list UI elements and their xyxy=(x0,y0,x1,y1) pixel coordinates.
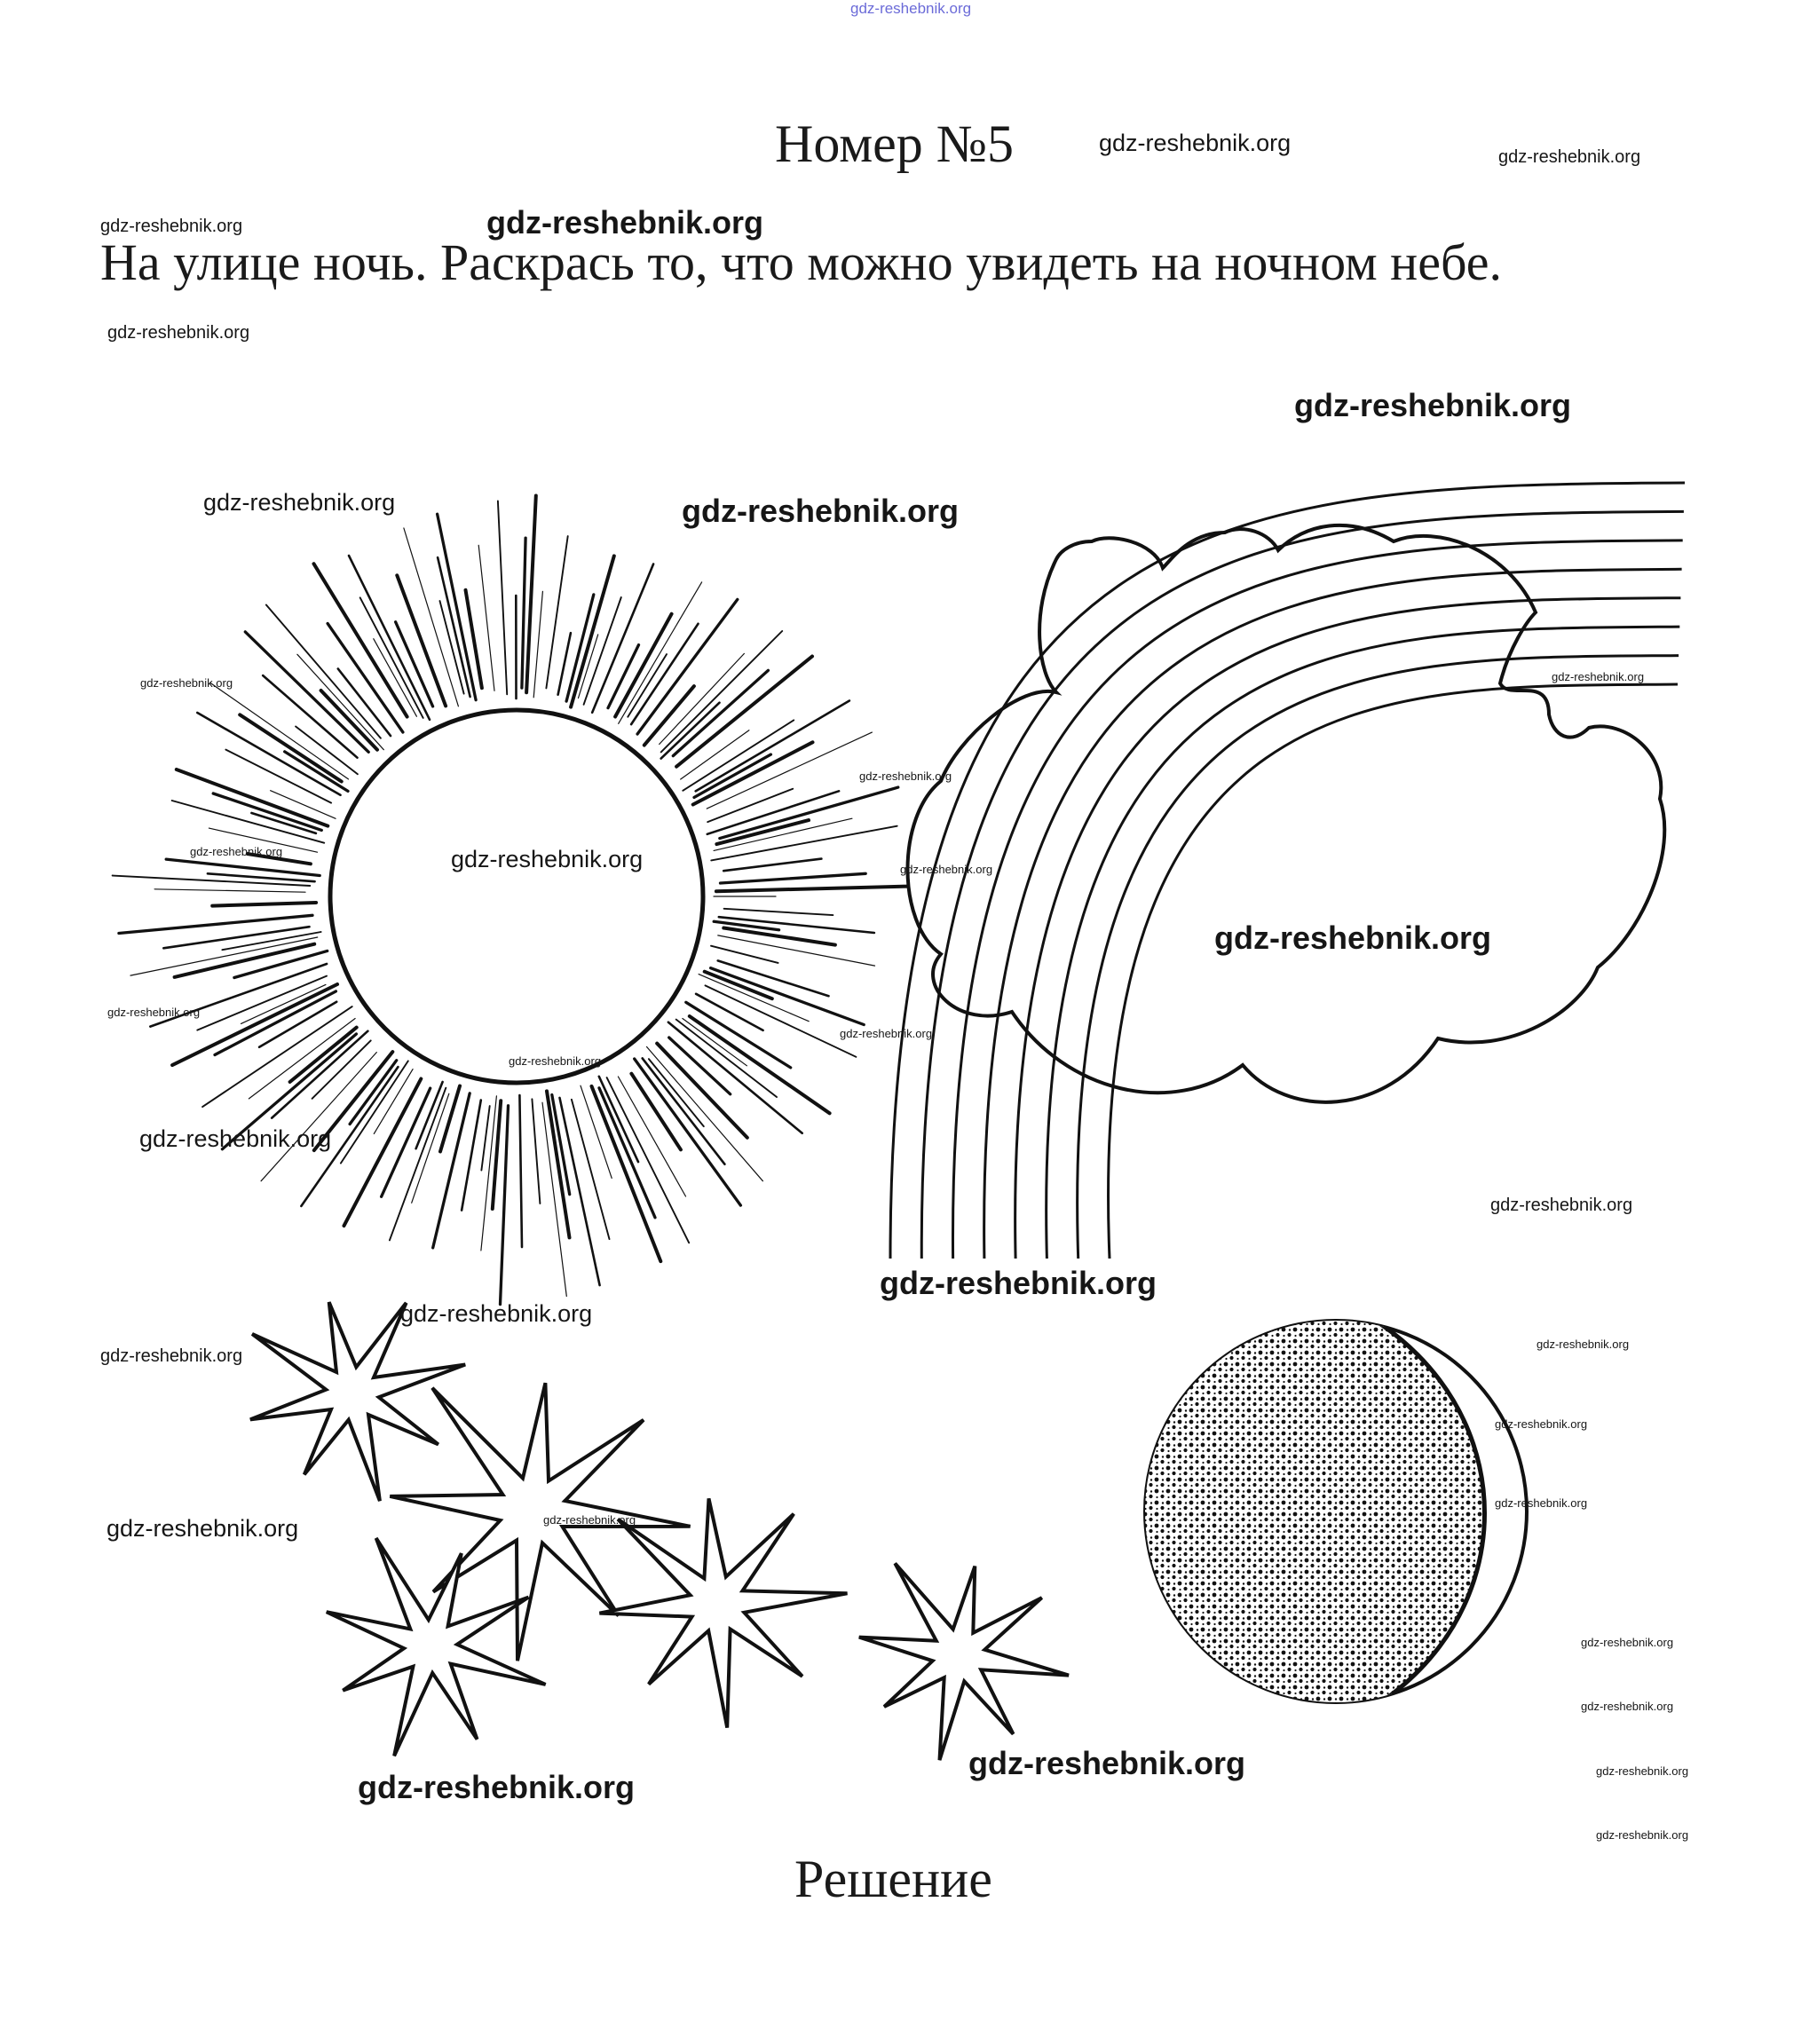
sun-ray xyxy=(272,1031,367,1118)
watermark: gdz-reshebnik.org xyxy=(850,0,972,17)
watermark: gdz-reshebnik.org xyxy=(1214,919,1492,956)
sun-ray xyxy=(271,791,336,819)
sun-ray xyxy=(501,1106,509,1305)
sun-ray xyxy=(532,1099,540,1204)
sun-ray xyxy=(724,909,833,915)
watermark: gdz-reshebnik.org xyxy=(1581,1636,1674,1649)
star xyxy=(859,1563,1069,1760)
watermark: gdz-reshebnik.org xyxy=(1537,1338,1630,1351)
watermark: gdz-reshebnik.org xyxy=(840,1027,933,1040)
watermark: gdz-reshebnik.org xyxy=(1552,670,1645,683)
sun-ray xyxy=(686,1002,791,1068)
sun-ray xyxy=(647,1046,763,1180)
watermark: gdz-reshebnik.org xyxy=(682,493,960,529)
watermark: gdz-reshebnik.org xyxy=(107,1006,201,1019)
watermark: gdz-reshebnik.org xyxy=(968,1745,1246,1781)
sun-ray xyxy=(130,937,318,975)
sun-ray xyxy=(172,984,337,1065)
sun-ray xyxy=(711,968,865,1025)
watermark: gdz-reshebnik.org xyxy=(1099,130,1292,156)
sun-ray xyxy=(723,859,821,872)
watermark: gdz-reshebnik.org xyxy=(203,489,396,516)
sun-ray xyxy=(261,1053,376,1181)
watermark: gdz-reshebnik.org xyxy=(1581,1700,1674,1713)
watermark: gdz-reshebnik.org xyxy=(1596,1764,1689,1778)
sun-ray xyxy=(466,590,482,688)
sun-ray xyxy=(635,1059,741,1205)
sun-ray xyxy=(263,675,357,758)
watermark: gdz-reshebnik.org xyxy=(1498,147,1641,167)
sun-ray xyxy=(285,752,348,792)
star xyxy=(250,1302,465,1501)
watermark: gdz-reshebnik.org xyxy=(107,1515,299,1542)
sun-ray xyxy=(438,557,470,697)
watermark: gdz-reshebnik.org xyxy=(1596,1828,1689,1842)
sun-ray xyxy=(234,951,328,977)
sun-ray xyxy=(661,631,783,752)
star xyxy=(327,1538,546,1756)
watermark: gdz-reshebnik.org xyxy=(100,1346,243,1366)
sun-ray xyxy=(240,714,342,781)
sun-ray xyxy=(498,501,507,695)
sun-disk xyxy=(330,710,703,1083)
watermark: gdz-reshebnik.org xyxy=(451,846,644,872)
sun-ray xyxy=(676,657,812,767)
sun-ray xyxy=(314,564,407,716)
stars-drawing xyxy=(250,1302,1069,1760)
watermark: gdz-reshebnik.org xyxy=(107,323,250,343)
sun-ray xyxy=(493,1101,501,1209)
sun-ray xyxy=(716,887,909,892)
sun-ray xyxy=(526,496,536,693)
sun-ray xyxy=(213,793,321,830)
sun-ray xyxy=(321,691,377,750)
watermark: gdz-reshebnik.org xyxy=(100,217,243,236)
sun-ray xyxy=(533,591,542,698)
sun-ray xyxy=(478,545,494,691)
sun-ray xyxy=(349,556,430,720)
sun-ray xyxy=(266,605,381,738)
sun-ray xyxy=(374,1069,413,1134)
sun-ray xyxy=(212,903,316,906)
sun-ray xyxy=(558,633,571,695)
watermark: gdz-reshebnik.org xyxy=(509,1054,602,1068)
watermark: gdz-reshebnik.org xyxy=(358,1769,636,1805)
sun-ray xyxy=(711,826,897,861)
sun-ray xyxy=(113,876,311,887)
moon-drawing xyxy=(1110,1287,1527,1740)
watermark: gdz-reshebnik.org xyxy=(1490,1196,1633,1215)
exercise-number-heading: Номер №5 xyxy=(775,114,1015,173)
sun-ray xyxy=(673,670,768,755)
sun-drawing xyxy=(113,496,909,1305)
watermark: gdz-reshebnik.org xyxy=(139,1125,332,1152)
sun-ray xyxy=(599,1088,655,1218)
sun-ray xyxy=(297,654,383,749)
sun-ray xyxy=(592,1086,661,1261)
sun-ray xyxy=(154,889,305,892)
solution-label: Решение xyxy=(794,1850,992,1908)
watermark: gdz-reshebnik.org xyxy=(543,1513,636,1527)
sun-ray xyxy=(571,556,614,706)
watermark: gdz-reshebnik.org xyxy=(1294,387,1572,423)
sun-ray xyxy=(707,789,793,822)
sun-ray xyxy=(249,1019,355,1099)
sun-ray xyxy=(290,1028,357,1082)
watermark: gdz-reshebnik.org xyxy=(880,1265,1157,1301)
sun-ray xyxy=(519,1095,522,1247)
watermark: gdz-reshebnik.org xyxy=(859,769,952,783)
sun-ray xyxy=(711,946,778,963)
sun-ray xyxy=(522,538,525,688)
sun-ray xyxy=(721,873,866,883)
sun-ray xyxy=(696,994,763,1030)
star xyxy=(599,1498,847,1727)
watermark: gdz-reshebnik.org xyxy=(400,1300,593,1327)
sun-ray xyxy=(215,991,336,1055)
watermark: gdz-reshebnik.org xyxy=(1495,1496,1588,1510)
watermark: gdz-reshebnik.org xyxy=(900,863,993,876)
watermark: gdz-reshebnik.org xyxy=(140,676,233,690)
watermark: gdz-reshebnik.org xyxy=(1495,1417,1588,1431)
sun-ray xyxy=(245,632,368,752)
sun-ray xyxy=(631,624,698,724)
task-instruction: На улице ночь. Раскрась то, что можно увидеть на ночном небе. xyxy=(100,233,1502,291)
sun-ray xyxy=(177,769,328,826)
watermark: gdz-reshebnik.org xyxy=(190,845,283,858)
sun-ray xyxy=(390,1088,446,1241)
sun-ray xyxy=(706,985,857,1056)
watermark: gdz-reshebnik.org xyxy=(486,204,764,241)
sun-ray xyxy=(481,1106,489,1170)
sun-ray xyxy=(328,624,403,733)
